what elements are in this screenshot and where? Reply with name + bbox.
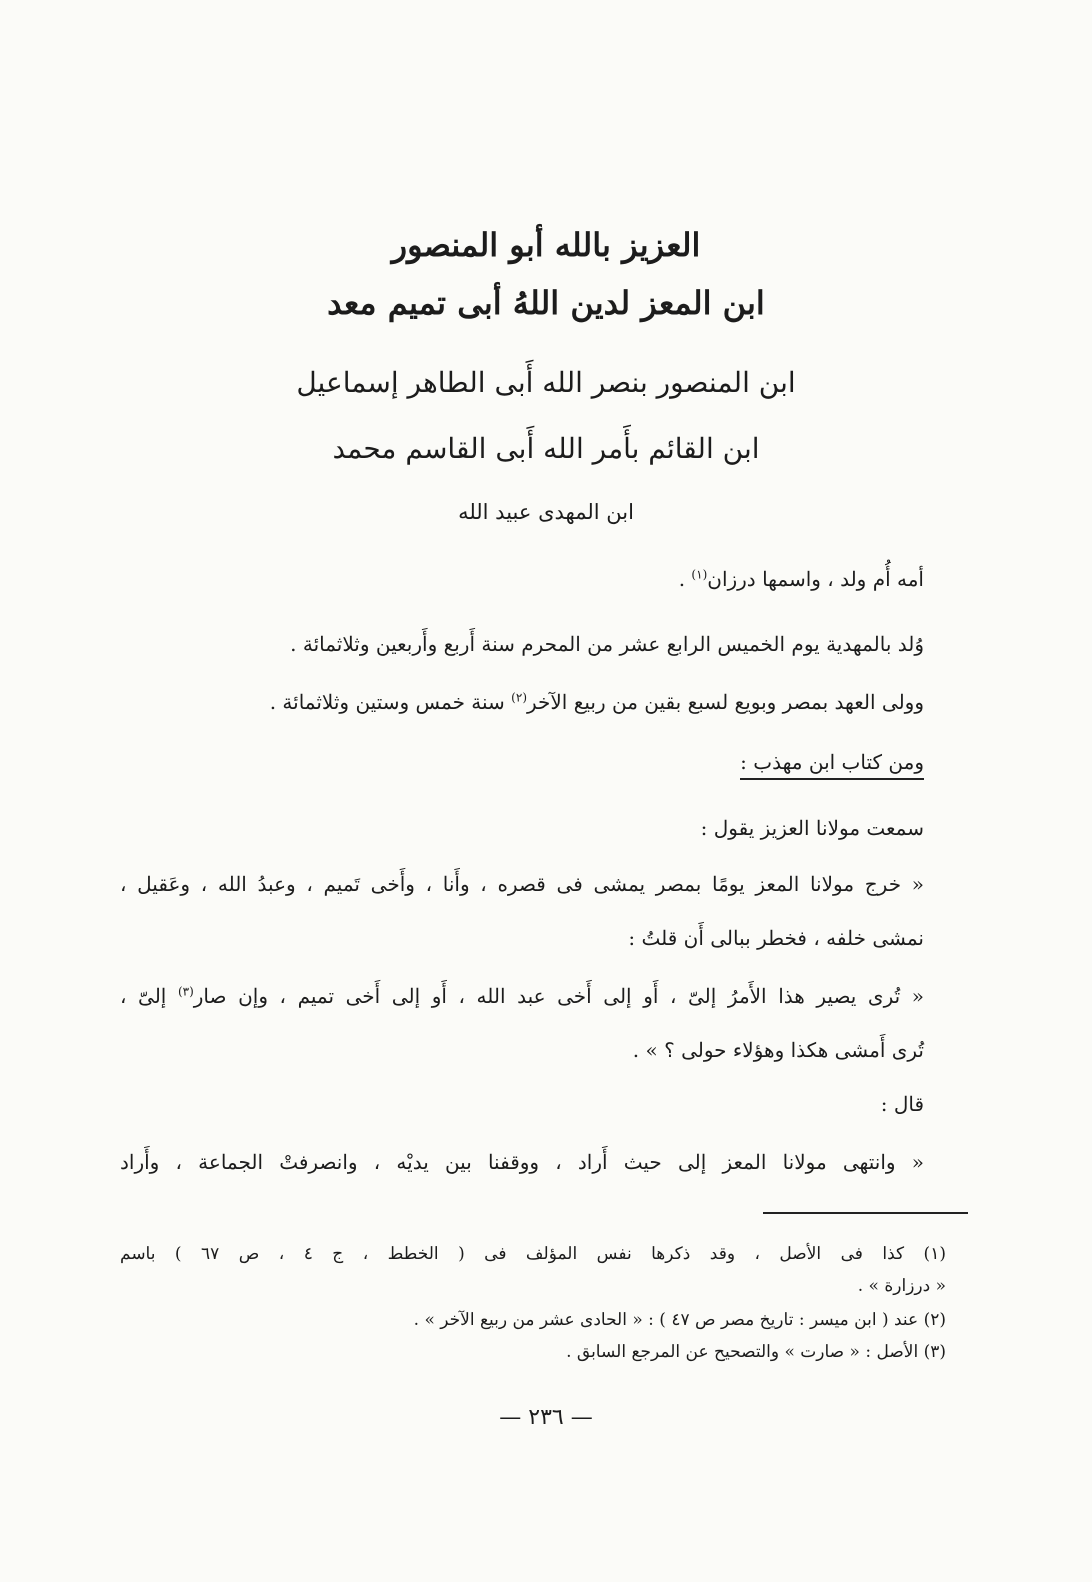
paragraph-question-end: إلىّ ،: [120, 984, 178, 1008]
paragraph-birth: وُلد بالمهدية يوم الخميس الرابع عشر من المحرم سنة أَربع وأَربعين وثلاثمائة .: [290, 632, 924, 656]
footnote-1-line-2: « درزارة » .: [857, 1276, 946, 1296]
chapter-title-line-1: العزيز بالله أبو المنصور: [391, 226, 701, 264]
paragraph-walk-line-1: « خرج مولانا المعز يومًا بمصر يمشى فى قصره ، وأَنا ، وأَخى تَميم ، وعبدُ الله ، وعَقيل ،: [120, 872, 924, 896]
paragraph-question-line-2: تُرى أَمشى هكذا وهؤلاء حولى ؟ » .: [632, 1038, 924, 1062]
paragraph-said: قال :: [880, 1092, 924, 1116]
paragraph-succession-text: وولى العهد بمصر وبويع لسبع بقين من ربيع الآخر: [527, 690, 924, 714]
paragraph-question-line-1: [120, 984, 924, 1008]
paragraph-walk-line-2: نمشى خلفه ، فخطر ببالى أَن قلتُ :: [628, 926, 924, 950]
paragraph-mother-end: .: [678, 567, 692, 591]
paragraph-mother-text: أمه أُم ولد ، واسمها درزان: [707, 567, 924, 591]
footnote-ref-2: (٢): [511, 690, 527, 705]
paragraph-question-text: « تُرى يصير هذا الأَمرُ إلىّ ، أَو إلى أَخى عبد الله ، أَو إلى أَخى تميم ، وإن صار: [193, 984, 924, 1008]
section-heading: [740, 750, 924, 774]
footnote-3: (٣) الأصل : « صارت » والتصحيح عن المرجع السابق .: [566, 1342, 946, 1362]
paragraph-mother: [679, 567, 924, 591]
paragraph-arrival: « وانتهى مولانا المعز إلى حيث أَراد ، ووقفنا بين يديْه ، وانصرفتْ الجماعة ، وأَراد: [120, 1150, 924, 1174]
footnote-separator: [763, 1212, 968, 1214]
lineage-line-2: ابن القائم بأَمر الله أَبى القاسم محمد: [332, 432, 760, 465]
paragraph-heard: سمعت مولانا العزيز يقول :: [700, 816, 924, 840]
section-heading-text: ومن كتاب ابن مهذب :: [740, 750, 924, 780]
paragraph-succession-end: سنة خمس وستين وثلاثمائة .: [269, 690, 512, 714]
footnote-ref-1: (١): [691, 567, 708, 582]
footnote-1-line-1: (١) كذا فى الأصل ، وقد ذكرها نفس المؤلف فى ( الخطط ، ج ٤ ، ص ٦٧ ) باسم: [120, 1244, 946, 1264]
footnote-2: (٢) عند ( ابن ميسر : تاريخ مصر ص ٤٧ ) : « الحادى عشر من ربيع الآخر » .: [413, 1310, 946, 1330]
page-number: — ٢٣٦ —: [499, 1405, 593, 1430]
lineage-line-3: ابن المهدى عبيد الله: [458, 500, 634, 524]
lineage-line-1: ابن المنصور بنصر الله أَبى الطاهر إسماعيل: [296, 366, 796, 399]
chapter-title-line-2: ابن المعز لدين اللهُ أبى تميم معد: [327, 284, 765, 322]
paragraph-succession: [270, 690, 924, 714]
footnote-ref-3: (٣): [177, 984, 194, 999]
